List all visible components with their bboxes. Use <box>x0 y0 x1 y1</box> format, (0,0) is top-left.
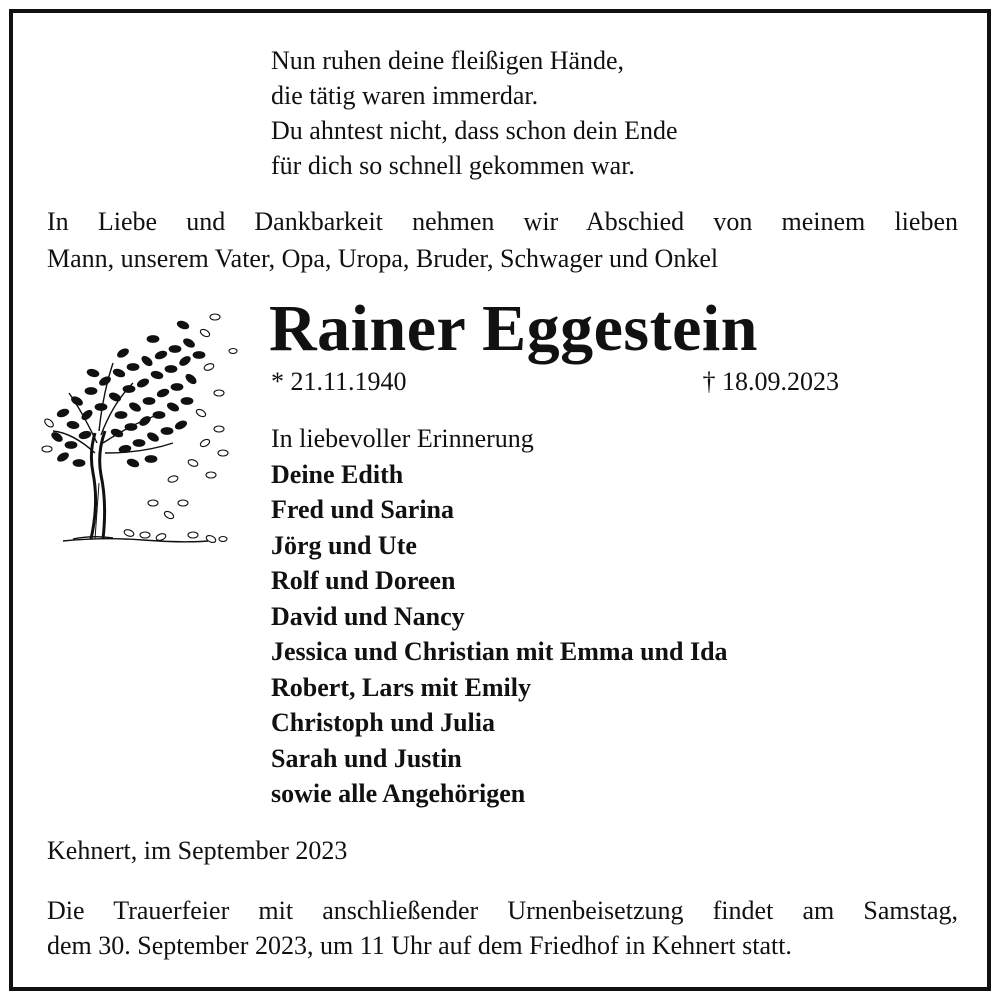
list-item: Sarah und Justin <box>271 743 462 773</box>
list-item: sowie alle Angehörigen <box>271 779 526 808</box>
intro-line: Mann, unserem Vater, Opa, Uropa, Bruder, Schwager und Onkel <box>47 244 719 273</box>
service-line: dem 30. September 2023, um 11 Uhr auf dem Friedhof in Kehnert statt. <box>47 931 792 960</box>
service-info <box>47 893 958 963</box>
list-item: Robert, Lars mit Emily <box>271 672 531 702</box>
birth-date: * 21.11.1940 <box>271 367 407 396</box>
obituary-notice <box>9 9 991 991</box>
poem-line: Nun ruhen deine fleißigen Hände, <box>271 46 625 75</box>
list-item: Fred und Sarina <box>271 495 455 524</box>
list-item: Rolf und Doreen <box>271 566 456 595</box>
list-item: Jessica und Christian mit Emma und Ida <box>271 637 728 666</box>
poem <box>271 43 678 183</box>
death-date: † 18.09.2023 <box>702 367 839 396</box>
list-item: David und Nancy <box>271 601 465 631</box>
list-item: Jörg und Ute <box>271 530 417 560</box>
intro-text <box>47 203 958 277</box>
place-and-date: Kehnert, im September 2023 <box>47 836 348 865</box>
mourners-list <box>271 421 728 812</box>
list-item: Deine Edith <box>271 459 404 489</box>
intro-line: In Liebe und Dankbarkeit nehmen wir Abschied von meinem lieben <box>47 207 958 236</box>
deceased-name: Rainer Eggestein <box>269 292 758 365</box>
remembrance-line: In liebevoller Erinnerung <box>271 424 534 453</box>
service-line: Die Trauerfeier mit anschließender Urnenbeisetzung findet am Samstag, <box>47 896 958 925</box>
poem-line: die tätig waren immerdar. <box>271 81 539 110</box>
list-item: Christoph und Julia <box>271 708 495 737</box>
poem-line: Du ahntest nicht, dass schon dein Ende <box>271 116 678 145</box>
poem-line: für dich so schnell gekommen war. <box>271 151 635 180</box>
windblown-tree-icon <box>33 303 238 553</box>
